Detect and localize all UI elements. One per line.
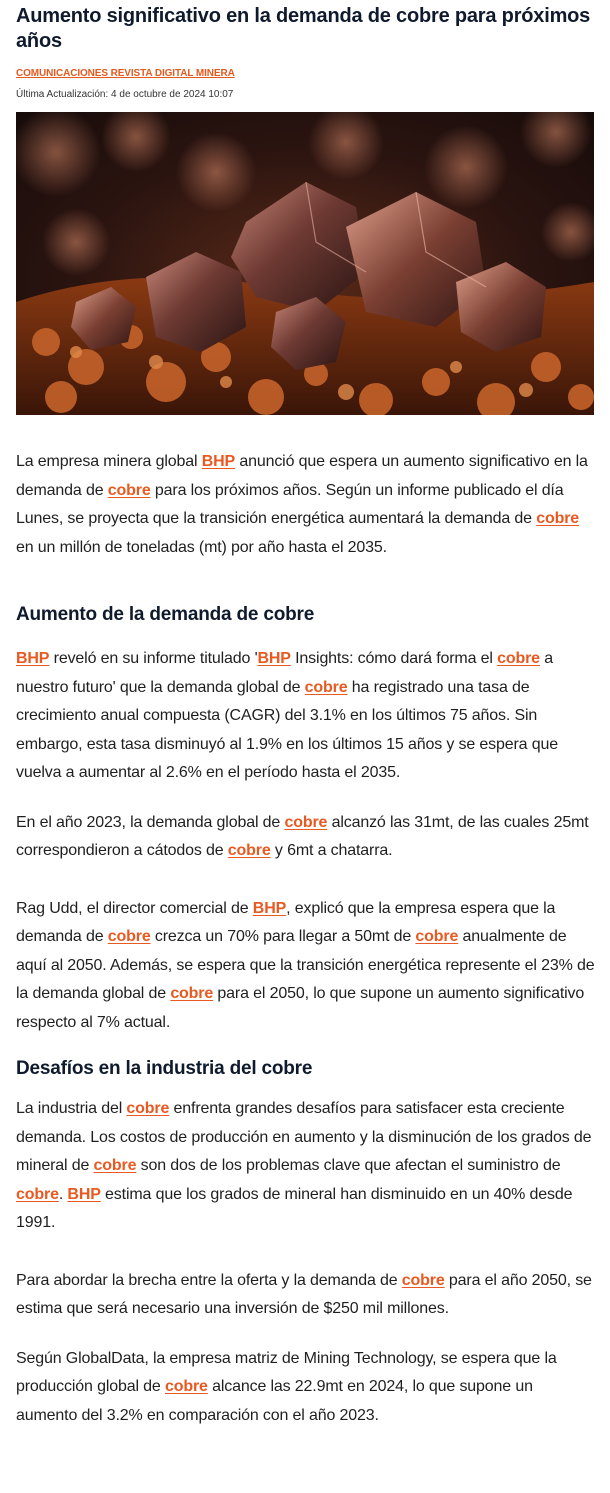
keyword-link-cobre[interactable]: cobre: [107, 928, 151, 945]
keyword-link-cobre[interactable]: cobre: [227, 842, 271, 859]
last-updated: Última Actualización: 4 de octubre de 2024 10:07: [16, 89, 234, 100]
paragraph-intro: La empresa minera global BHP anunció que espera un aumento significativo en la demanda de cobre para los próximos años. Según un informe publicado el día Lunes, se proyecta que la transición energética aumentará la demanda de cobre en un millón de toneladas (mt) por año hasta el 2035.: [16, 453, 588, 556]
keyword-link-cobre[interactable]: cobre: [164, 1378, 208, 1395]
paragraph-globaldata: Según GlobalData, la empresa matriz de Mining Technology, se espera que la producción global de cobre alcance las 22.9mt en 2024, lo que supone un aumento del 3.2% en comparación con el año 2023.: [16, 1349, 557, 1424]
hero-image-copper-ore: [16, 112, 594, 415]
keyword-link-cobre[interactable]: cobre: [284, 813, 328, 831]
keyword-link-cobre[interactable]: cobre: [170, 985, 214, 1002]
section-heading-demand: Aumento de la demanda de cobre: [16, 604, 315, 625]
section-heading-challenges: Desafíos en la industria del cobre: [16, 1058, 313, 1079]
keyword-link-bhp[interactable]: BHP: [201, 453, 236, 470]
article: [16, 4, 596, 1430]
keyword-link-cobre[interactable]: cobre: [497, 650, 540, 667]
keyword-link-bhp[interactable]: BHP: [67, 1185, 101, 1203]
keyword-link-bhp[interactable]: BHP: [257, 650, 291, 667]
keyword-link-cobre[interactable]: cobre: [126, 1100, 170, 1117]
keyword-link-bhp[interactable]: BHP: [252, 899, 287, 917]
article-title: Aumento significativo en la demanda de cobre para próximos años: [16, 5, 591, 52]
paragraph-industry-challenges: La industria del cobre enfrenta grandes desafíos para satisfacer esta creciente demanda. Los costos de producción en aumento y la disminución de los grados de mineral de cobre son dos de los problemas clave que afectan el suministro de cobre. BHP estima que los grados de mineral han disminuido en un 40% desde 1991.: [16, 1100, 592, 1231]
keyword-link-cobre[interactable]: cobre: [536, 510, 580, 527]
keyword-link-cobre[interactable]: cobre: [93, 1157, 137, 1174]
keyword-link-bhp[interactable]: BHP: [16, 650, 50, 667]
paragraph-rag-udd: Rag Udd, el director comercial de BHP, explicó que la empresa espera que la demanda de cobre crezca un 70% para llegar a 50mt de cobre anualmente de aquí al 2050. Además, se espera que la transición energética represente el 23% de la demanda global de cobre para el 2050, lo que supone un aumento significativo respecto al 7% actual.: [16, 899, 595, 1031]
copper-nuggets-illustration: [16, 112, 594, 415]
keyword-link-cobre[interactable]: cobre: [415, 928, 459, 945]
keyword-link-cobre[interactable]: cobre: [401, 1271, 445, 1289]
paragraph-investment-gap: Para abordar la brecha entre la oferta y la demanda de cobre para el año 2050, se estima que será necesario una inversión de $250 mil millones.: [16, 1271, 592, 1317]
keyword-link-cobre[interactable]: cobre: [16, 1185, 59, 1203]
keyword-link-cobre[interactable]: cobre: [304, 678, 348, 696]
paragraph-2023-demand: En el año 2023, la demanda global de cobre alcanzó las 31mt, de las cuales 25mt correspondieron a cátodos de cobre y 6mt a chatarra.: [16, 813, 589, 859]
keyword-link-cobre[interactable]: cobre: [107, 481, 151, 499]
author-link[interactable]: COMUNICACIONES REVISTA DIGITAL MINERA: [16, 68, 235, 79]
paragraph-bhp-insights: BHP reveló en su informe titulado 'BHP Insights: cómo dará forma el cobre a nuestro futuro' que la demanda global de cobre ha registrado una tasa de crecimiento anual compuesta (CAGR) del 3.1% en los últimos 75 años. Sin embargo, esta tasa disminuyó al 1.9% en los últimos 15 años y se espera que vuelva a aumentar al 2.6% en el período hasta el 2035.: [16, 650, 558, 781]
